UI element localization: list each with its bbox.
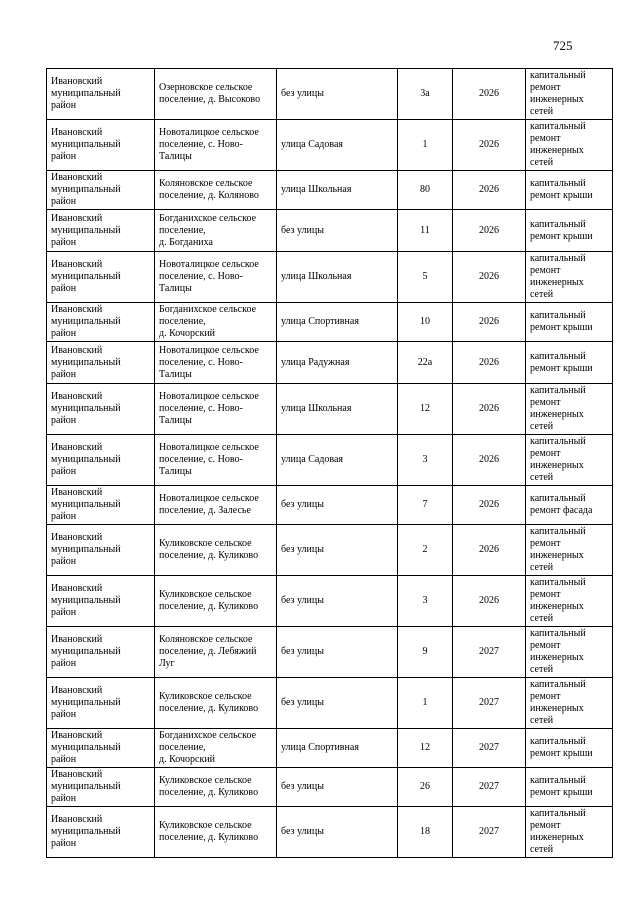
district-cell-line: район xyxy=(51,658,77,669)
table-row xyxy=(47,807,613,858)
table-row xyxy=(47,252,613,303)
district-cell-line: муниципальный xyxy=(51,742,121,753)
work-type-cell-line: капитальный xyxy=(530,178,586,189)
table-row xyxy=(47,678,613,729)
street-cell: без улицы xyxy=(277,576,398,627)
work-type-cell-line: инженерных xyxy=(530,409,584,420)
work-type-cell-line: инженерных xyxy=(530,460,584,471)
settlement-cell-line: поселение, с. Ново- xyxy=(159,454,243,465)
settlement-cell-line: Талицы xyxy=(159,415,192,426)
district-cell-line: муниципальный xyxy=(51,403,121,414)
work-type-cell-line: ремонт xyxy=(530,691,561,702)
work-type-cell-line: инженерных xyxy=(530,832,584,843)
work-type-cell xyxy=(526,171,613,210)
work-type-cell-line: ремонт xyxy=(530,133,561,144)
settlement-cell-line: поселение, д. Коляново xyxy=(159,190,259,201)
district-cell-line: Ивановский xyxy=(51,814,103,825)
work-type-cell-line: ремонт xyxy=(530,640,561,651)
work-type-cell-line: ремонт xyxy=(530,265,561,276)
settlement-cell-line: Талицы xyxy=(159,151,192,162)
settlement-cell-line: Талицы xyxy=(159,283,192,294)
work-type-cell-line: капитальный xyxy=(530,526,586,537)
year-cell: 2026 xyxy=(453,384,526,435)
table-row xyxy=(47,435,613,486)
settlement-cell-line: Новоталицкое сельское xyxy=(159,344,259,356)
district-cell-line: муниципальный xyxy=(51,826,121,837)
table-body xyxy=(47,69,613,858)
settlement-cell xyxy=(155,384,277,435)
settlement-cell-line: поселение, xyxy=(159,224,206,236)
district-cell-line: муниципальный xyxy=(51,499,121,510)
work-type-cell-line: капитальный xyxy=(530,310,586,321)
work-type-cell-line: сетей xyxy=(530,421,554,432)
settlement-cell-line: д. Богданиха xyxy=(159,236,213,248)
work-type-cell-line: капитальный xyxy=(530,577,586,588)
work-type-cell-line: капитальный xyxy=(530,350,586,362)
district-cell-line: Ивановский xyxy=(51,583,103,594)
work-type-cell-line: сетей xyxy=(530,472,554,483)
district-cell-line: Ивановский xyxy=(51,344,103,356)
year-cell: 2026 xyxy=(453,435,526,486)
street-cell: улица Садовая xyxy=(277,120,398,171)
house-number-cell: 10 xyxy=(398,303,453,342)
year-cell: 2026 xyxy=(453,210,526,252)
district-cell-line: Ивановский xyxy=(51,685,103,696)
work-type-cell-line: инженерных xyxy=(530,601,584,612)
work-type-cell-line: капитальный xyxy=(530,385,586,396)
work-type-cell-line: сетей xyxy=(530,715,554,726)
district-cell-line: муниципальный xyxy=(51,184,121,195)
settlement-cell xyxy=(155,678,277,729)
district-cell-line: муниципальный xyxy=(51,271,121,282)
settlement-cell-line: Куликовское сельское xyxy=(159,589,252,600)
district-cell-line: муниципальный xyxy=(51,646,121,657)
work-type-cell-line: ремонт xyxy=(530,397,561,408)
house-number-cell: 12 xyxy=(398,384,453,435)
district-cell xyxy=(47,303,155,342)
street-cell: без улицы xyxy=(277,69,398,120)
settlement-cell-line: поселение, с. Ново- xyxy=(159,271,243,282)
house-number-cell: 18 xyxy=(398,807,453,858)
year-cell: 2027 xyxy=(453,627,526,678)
district-cell xyxy=(47,435,155,486)
house-number-cell: 5 xyxy=(398,252,453,303)
settlement-cell xyxy=(155,252,277,303)
work-type-cell-line: капитальный xyxy=(530,736,586,747)
settlement-cell-line: Новоталицкое сельское xyxy=(159,442,259,453)
settlement-cell-line: поселение, xyxy=(159,316,206,327)
district-cell-line: Ивановский xyxy=(51,127,103,138)
settlement-cell xyxy=(155,171,277,210)
table-row xyxy=(47,69,613,120)
house-number-cell: 9 xyxy=(398,627,453,678)
district-cell-line: муниципальный xyxy=(51,781,121,792)
settlement-cell-line: Новоталицкое сельское xyxy=(159,493,259,504)
work-type-cell-line: ремонт xyxy=(530,448,561,459)
district-cell-line: Ивановский xyxy=(51,730,103,741)
district-cell-line: муниципальный xyxy=(51,88,121,99)
work-type-cell-line: капитальный xyxy=(530,628,586,639)
district-cell xyxy=(47,729,155,768)
work-type-cell-line: капитальный xyxy=(530,253,586,264)
house-number-cell: 80 xyxy=(398,171,453,210)
work-type-cell-line: ремонт xyxy=(530,589,561,600)
table-row xyxy=(47,486,613,525)
district-cell-line: район xyxy=(51,283,77,294)
house-number-cell: 3 xyxy=(398,435,453,486)
table-row xyxy=(47,627,613,678)
street-cell: без улицы xyxy=(277,768,398,807)
year-cell: 2027 xyxy=(453,678,526,729)
year-cell: 2026 xyxy=(453,171,526,210)
settlement-cell xyxy=(155,210,277,252)
work-type-cell-line: инженерных xyxy=(530,145,584,156)
district-cell-line: Ивановский xyxy=(51,634,103,645)
house-number-cell: 1 xyxy=(398,678,453,729)
settlement-cell-line: Богданихское сельское xyxy=(159,212,257,224)
work-type-cell-line: сетей xyxy=(530,844,554,855)
settlement-cell-line: Новоталицкое сельское xyxy=(159,127,259,138)
district-cell-line: муниципальный xyxy=(51,454,121,465)
work-type-cell-line: инженерных xyxy=(530,94,584,105)
work-type-cell-line: ремонт xyxy=(530,820,561,831)
house-number-cell: 3а xyxy=(398,69,453,120)
district-cell-line: муниципальный xyxy=(51,595,121,606)
settlement-cell xyxy=(155,807,277,858)
district-cell xyxy=(47,69,155,120)
settlement-cell-line: д. Кочорский xyxy=(159,754,216,765)
district-cell xyxy=(47,525,155,576)
work-type-cell xyxy=(526,435,613,486)
district-cell-line: район xyxy=(51,607,77,618)
district-cell xyxy=(47,171,155,210)
district-cell-line: район xyxy=(51,556,77,567)
district-cell-line: район xyxy=(51,415,77,426)
settlement-cell-line: Куликовское сельское xyxy=(159,538,252,549)
year-cell: 2026 xyxy=(453,486,526,525)
table-row xyxy=(47,384,613,435)
year-cell: 2027 xyxy=(453,729,526,768)
year-cell: 2026 xyxy=(453,69,526,120)
district-cell-line: Ивановский xyxy=(51,442,103,453)
district-cell xyxy=(47,678,155,729)
street-cell: улица Спортивная xyxy=(277,303,398,342)
work-type-cell xyxy=(526,576,613,627)
street-cell: без улицы xyxy=(277,525,398,576)
district-cell-line: Ивановский xyxy=(51,532,103,543)
district-cell xyxy=(47,768,155,807)
year-cell: 2026 xyxy=(453,342,526,384)
work-type-cell-line: капитальный xyxy=(530,808,586,819)
registry-table xyxy=(46,68,613,858)
settlement-cell-line: поселение, с. Ново- xyxy=(159,356,243,368)
street-cell: без улицы xyxy=(277,807,398,858)
work-type-cell xyxy=(526,120,613,171)
district-cell-line: район xyxy=(51,100,77,111)
district-cell xyxy=(47,210,155,252)
district-cell-line: район xyxy=(51,511,77,522)
district-cell-line: район xyxy=(51,466,77,477)
settlement-cell-line: Озерновское сельское xyxy=(159,82,253,93)
house-number-cell: 11 xyxy=(398,210,453,252)
street-cell: улица Спортивная xyxy=(277,729,398,768)
work-type-cell-line: ремонт крыши xyxy=(530,748,593,759)
settlement-cell-line: Коляновское сельское xyxy=(159,178,253,189)
work-type-cell-line: ремонт крыши xyxy=(530,362,593,374)
district-cell-line: район xyxy=(51,328,77,339)
district-cell-line: район xyxy=(51,236,77,248)
work-type-cell-line: ремонт крыши xyxy=(530,230,593,242)
work-type-cell xyxy=(526,627,613,678)
settlement-cell-line: поселение, д. Куликово xyxy=(159,703,259,714)
year-cell: 2026 xyxy=(453,525,526,576)
district-cell-line: район xyxy=(51,754,77,765)
work-type-cell-line: инженерных xyxy=(530,652,584,663)
district-cell-line: Ивановский xyxy=(51,487,103,498)
settlement-cell-line: поселение, д. Лебяжий xyxy=(159,646,257,657)
work-type-cell xyxy=(526,69,613,120)
year-cell: 2026 xyxy=(453,303,526,342)
work-type-cell xyxy=(526,210,613,252)
street-cell: улица Школьная xyxy=(277,252,398,303)
settlement-cell-line: Куликовское сельское xyxy=(159,820,252,831)
district-cell-line: район xyxy=(51,151,77,162)
work-type-cell-line: капитальный xyxy=(530,70,586,81)
district-cell xyxy=(47,252,155,303)
street-cell: без улицы xyxy=(277,627,398,678)
work-type-cell-line: инженерных xyxy=(530,277,584,288)
settlement-cell-line: поселение, с. Ново- xyxy=(159,403,243,414)
district-cell-line: муниципальный xyxy=(51,316,121,327)
district-cell-line: район xyxy=(51,368,77,380)
settlement-cell-line: поселение, д. Залесье xyxy=(159,505,251,516)
work-type-cell-line: ремонт крыши xyxy=(530,322,593,333)
district-cell xyxy=(47,486,155,525)
settlement-cell xyxy=(155,729,277,768)
street-cell: улица Школьная xyxy=(277,384,398,435)
district-cell-line: Ивановский xyxy=(51,172,103,183)
work-type-cell-line: капитальный xyxy=(530,679,586,690)
work-type-cell xyxy=(526,768,613,807)
settlement-cell-line: Куликовское сельское xyxy=(159,691,252,702)
settlement-cell-line: поселение, д. Куликово xyxy=(159,832,259,843)
district-cell-line: муниципальный xyxy=(51,139,121,150)
work-type-cell-line: сетей xyxy=(530,613,554,624)
work-type-cell-line: сетей xyxy=(530,562,554,573)
district-cell xyxy=(47,342,155,384)
work-type-cell xyxy=(526,384,613,435)
page-number: 725 xyxy=(553,38,573,53)
street-cell: улица Школьная xyxy=(277,171,398,210)
year-cell: 2026 xyxy=(453,252,526,303)
table-row xyxy=(47,525,613,576)
district-cell xyxy=(47,576,155,627)
settlement-cell-line: Коляновское сельское xyxy=(159,634,253,645)
settlement-cell xyxy=(155,576,277,627)
settlement-cell-line: Богданихское сельское xyxy=(159,730,257,741)
street-cell: улица Садовая xyxy=(277,435,398,486)
street-cell: без улицы xyxy=(277,678,398,729)
district-cell-line: Ивановский xyxy=(51,391,103,402)
district-cell-line: Ивановский xyxy=(51,769,103,780)
house-number-cell: 3 xyxy=(398,576,453,627)
district-cell-line: район xyxy=(51,793,77,804)
work-type-cell-line: сетей xyxy=(530,664,554,675)
house-number-cell: 1 xyxy=(398,120,453,171)
work-type-cell-line: инженерных xyxy=(530,550,584,561)
settlement-cell xyxy=(155,120,277,171)
settlement-cell-line: поселение, д. Куликово xyxy=(159,787,259,798)
district-cell-line: Ивановский xyxy=(51,304,103,315)
district-cell xyxy=(47,120,155,171)
work-type-cell-line: ремонт крыши xyxy=(530,787,593,798)
house-number-cell: 2 xyxy=(398,525,453,576)
year-cell: 2026 xyxy=(453,576,526,627)
work-type-cell xyxy=(526,729,613,768)
work-type-cell-line: ремонт фасада xyxy=(530,505,593,516)
street-cell: без улицы xyxy=(277,486,398,525)
work-type-cell xyxy=(526,525,613,576)
year-cell: 2027 xyxy=(453,768,526,807)
settlement-cell-line: д. Кочорский xyxy=(159,328,216,339)
table-row xyxy=(47,342,613,384)
settlement-cell xyxy=(155,435,277,486)
work-type-cell xyxy=(526,678,613,729)
work-type-cell-line: сетей xyxy=(530,106,554,117)
year-cell: 2026 xyxy=(453,120,526,171)
work-type-cell-line: капитальный xyxy=(530,218,586,230)
work-type-cell xyxy=(526,252,613,303)
year-cell: 2027 xyxy=(453,807,526,858)
table-row xyxy=(47,768,613,807)
settlement-cell xyxy=(155,69,277,120)
work-type-cell-line: капитальный xyxy=(530,493,586,504)
work-type-cell xyxy=(526,303,613,342)
settlement-cell-line: поселение, д. Куликово xyxy=(159,601,259,612)
district-cell xyxy=(47,384,155,435)
settlement-cell-line: Куликовское сельское xyxy=(159,775,252,786)
table-row xyxy=(47,303,613,342)
district-cell-line: Ивановский xyxy=(51,259,103,270)
settlement-cell xyxy=(155,486,277,525)
district-cell xyxy=(47,807,155,858)
district-cell-line: район xyxy=(51,196,77,207)
work-type-cell xyxy=(526,807,613,858)
work-type-cell-line: сетей xyxy=(530,289,554,300)
work-type-cell-line: ремонт крыши xyxy=(530,190,593,201)
settlement-cell-line: Талицы xyxy=(159,368,192,380)
district-cell-line: муниципальный xyxy=(51,356,121,368)
work-type-cell-line: капитальный xyxy=(530,121,586,132)
street-cell: без улицы xyxy=(277,210,398,252)
work-type-cell-line: капитальный xyxy=(530,436,586,447)
settlement-cell-line: поселение, с. Ново- xyxy=(159,139,243,150)
table-row xyxy=(47,171,613,210)
district-cell-line: Ивановский xyxy=(51,212,103,224)
work-type-cell-line: капитальный xyxy=(530,775,586,786)
settlement-cell-line: Богданихское сельское xyxy=(159,304,257,315)
house-number-cell: 12 xyxy=(398,729,453,768)
work-type-cell xyxy=(526,342,613,384)
work-type-cell-line: ремонт xyxy=(530,82,561,93)
settlement-cell-line: Новоталицкое сельское xyxy=(159,391,259,402)
work-type-cell xyxy=(526,486,613,525)
settlement-cell xyxy=(155,768,277,807)
district-cell-line: Ивановский xyxy=(51,76,103,87)
settlement-cell-line: поселение, д. Куликово xyxy=(159,550,259,561)
settlement-cell xyxy=(155,525,277,576)
district-cell-line: муниципальный xyxy=(51,224,121,236)
settlement-cell-line: Новоталицкое сельское xyxy=(159,259,259,270)
settlement-cell-line: Талицы xyxy=(159,466,192,477)
table-row xyxy=(47,576,613,627)
work-type-cell-line: инженерных xyxy=(530,703,584,714)
house-number-cell: 22а xyxy=(398,342,453,384)
table-row xyxy=(47,729,613,768)
settlement-cell xyxy=(155,342,277,384)
house-number-cell: 7 xyxy=(398,486,453,525)
settlement-cell xyxy=(155,627,277,678)
street-cell: улица Радужная xyxy=(277,342,398,384)
table-row xyxy=(47,120,613,171)
settlement-cell-line: поселение, д. Высоково xyxy=(159,94,261,105)
settlement-cell-line: поселение, xyxy=(159,742,206,753)
table-row xyxy=(47,210,613,252)
work-type-cell-line: сетей xyxy=(530,157,554,168)
district-cell-line: район xyxy=(51,709,77,720)
settlement-cell xyxy=(155,303,277,342)
district-cell-line: район xyxy=(51,838,77,849)
settlement-cell-line: Луг xyxy=(159,658,175,669)
district-cell xyxy=(47,627,155,678)
work-type-cell-line: ремонт xyxy=(530,538,561,549)
district-cell-line: муниципальный xyxy=(51,544,121,555)
house-number-cell: 26 xyxy=(398,768,453,807)
district-cell-line: муниципальный xyxy=(51,697,121,708)
